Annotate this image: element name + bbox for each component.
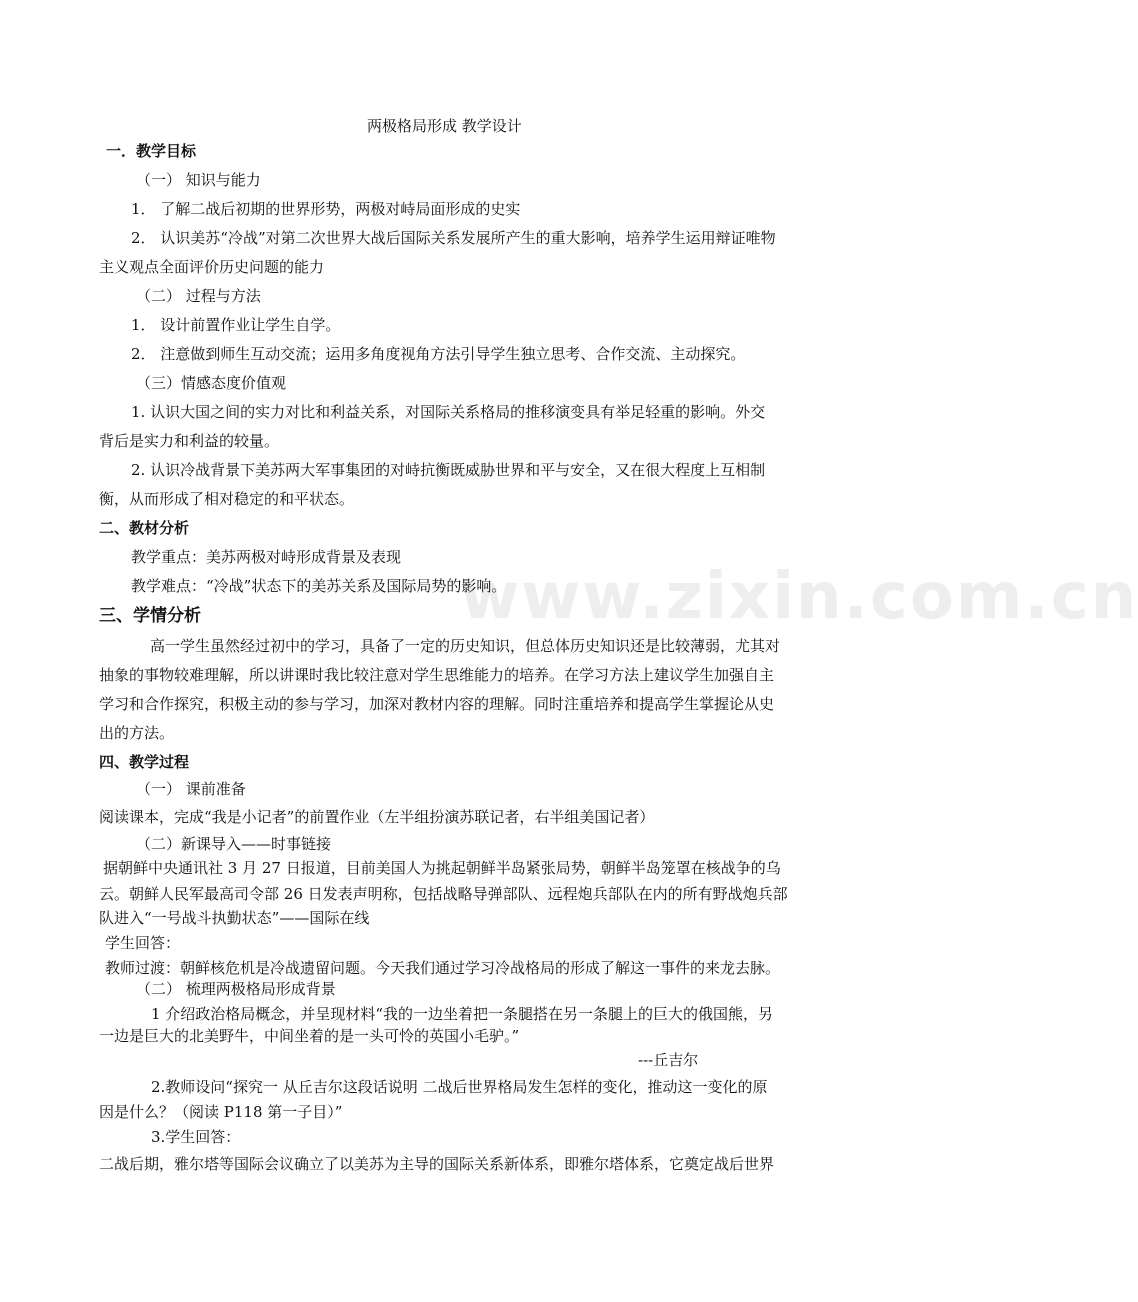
subheading: （三）情感态度价值观 xyxy=(136,374,287,392)
paragraph-line: 学习和合作探究，积极主动的参与学习，加深对教材内容的理解。同时注重培养和提高学生掌握论从史 xyxy=(99,695,775,713)
section-heading-students: 三、学情分析 xyxy=(99,606,201,626)
paragraph-line: 2． 认识美苏“冷战”对第二次世界大战后国际关系发展所产生的重大影响，培养学生运用辩证唯物 xyxy=(131,229,776,247)
paragraph-line: 1 介绍政治格局概念，并呈现材料“我的一边坐着把一条腿搭在另一条腿上的巨大的俄国熊，另 xyxy=(151,1005,773,1023)
watermark: www.zixin.com.cn xyxy=(460,560,1138,634)
paragraph-line: 高一学生虽然经过初中的学习，具备了一定的历史知识，但总体历史知识还是比较薄弱，尤其对 xyxy=(150,637,781,655)
paragraph-line: 因是什么？（阅读 P118 第一子目）” xyxy=(99,1103,343,1121)
paragraph-line: 2． 注意做到师生互动交流；运用多角度视角方法引导学生独立思考、合作交流、主动探究。 xyxy=(131,345,746,363)
subheading: （二）新课导入——时事链接 xyxy=(136,835,332,853)
paragraph-line: 一边是巨大的北美野牛，中间坐着的是一头可怜的英国小毛驴。” xyxy=(99,1027,520,1045)
paragraph-line: 1. 认识大国之间的实力对比和利益关系，对国际关系格局的推移演变具有举足轻重的影响。外交 xyxy=(131,403,766,421)
paragraph-line: 出的方法。 xyxy=(99,724,175,742)
subheading: （一） 知识与能力 xyxy=(136,171,261,189)
document-title: 两极格局形成 教学设计 xyxy=(367,117,522,135)
paragraph-line: 据朝鲜中央通讯社 3 月 27 日报道，目前美国人为挑起朝鲜半岛紧张局势，朝鲜半岛笼罩在核战争的乌 xyxy=(103,859,781,877)
paragraph-line: 3.学生回答： xyxy=(151,1128,241,1146)
section-heading-objectives: 一．教学目标 xyxy=(106,142,197,160)
paragraph-line: 主义观点全面评价历史问题的能力 xyxy=(99,258,325,276)
paragraph-line: 阅读课本，完成“我是小记者”的前置作业（左半组扮演苏联记者，右半组美国记者） xyxy=(99,808,655,826)
section-heading-process: 四、教学过程 xyxy=(99,753,190,771)
paragraph-line: 抽象的事物较难理解，所以讲课时我比较注意对学生思维能力的培养。在学习方法上建议学生加强自主 xyxy=(99,666,775,684)
paragraph-line: 队进入“一号战斗执勤状态”——国际在线 xyxy=(99,909,370,927)
paragraph-line: 2.教师设问“探究一 从丘吉尔这段话说明 二战后世界格局发生怎样的变化，推动这一变化的原 xyxy=(151,1078,768,1096)
paragraph-line: 背后是实力和利益的较量。 xyxy=(99,432,280,450)
paragraph-line: 二战后期，雅尔塔等国际会议确立了以美苏为主导的国际关系新体系，即雅尔塔体系，它奠定战后世界 xyxy=(99,1155,775,1173)
paragraph-line: 衡，从而形成了相对稳定的和平状态。 xyxy=(99,490,355,508)
section-heading-materials: 二、教材分析 xyxy=(99,519,190,537)
subheading: （一） 课前准备 xyxy=(136,780,246,798)
subheading: （二） 过程与方法 xyxy=(136,287,261,305)
quote-attribution: ---丘吉尔 xyxy=(638,1051,699,1069)
paragraph-line: 云。朝鲜人民军最高司令部 26 日发表声明称，包括战略导弹部队、远程炮兵部队在内的所有野战炮兵部 xyxy=(99,885,788,903)
paragraph-line: 学生回答： xyxy=(105,934,181,952)
paragraph-line: 2. 认识冷战背景下美苏两大军事集团的对峙抗衡既威胁世界和平与安全，又在很大程度上互相制 xyxy=(131,461,766,479)
paragraph-line: 教学难点：“冷战”状态下的美苏关系及国际局势的影响。 xyxy=(131,577,507,595)
paragraph-line: 1． 设计前置作业让学生自学。 xyxy=(131,316,341,334)
paragraph-line: 1． 了解二战后初期的世界形势，两极对峙局面形成的史实 xyxy=(131,200,521,218)
paragraph-line: 教学重点：美苏两极对峙形成背景及表现 xyxy=(131,548,402,566)
subheading: （二） 梳理两极格局形成背景 xyxy=(136,980,336,998)
paragraph-line: 教师过渡：朝鲜核危机是冷战遗留问题。今天我们通过学习冷战格局的形成了解这一事件的来龙去脉。 xyxy=(105,959,781,977)
